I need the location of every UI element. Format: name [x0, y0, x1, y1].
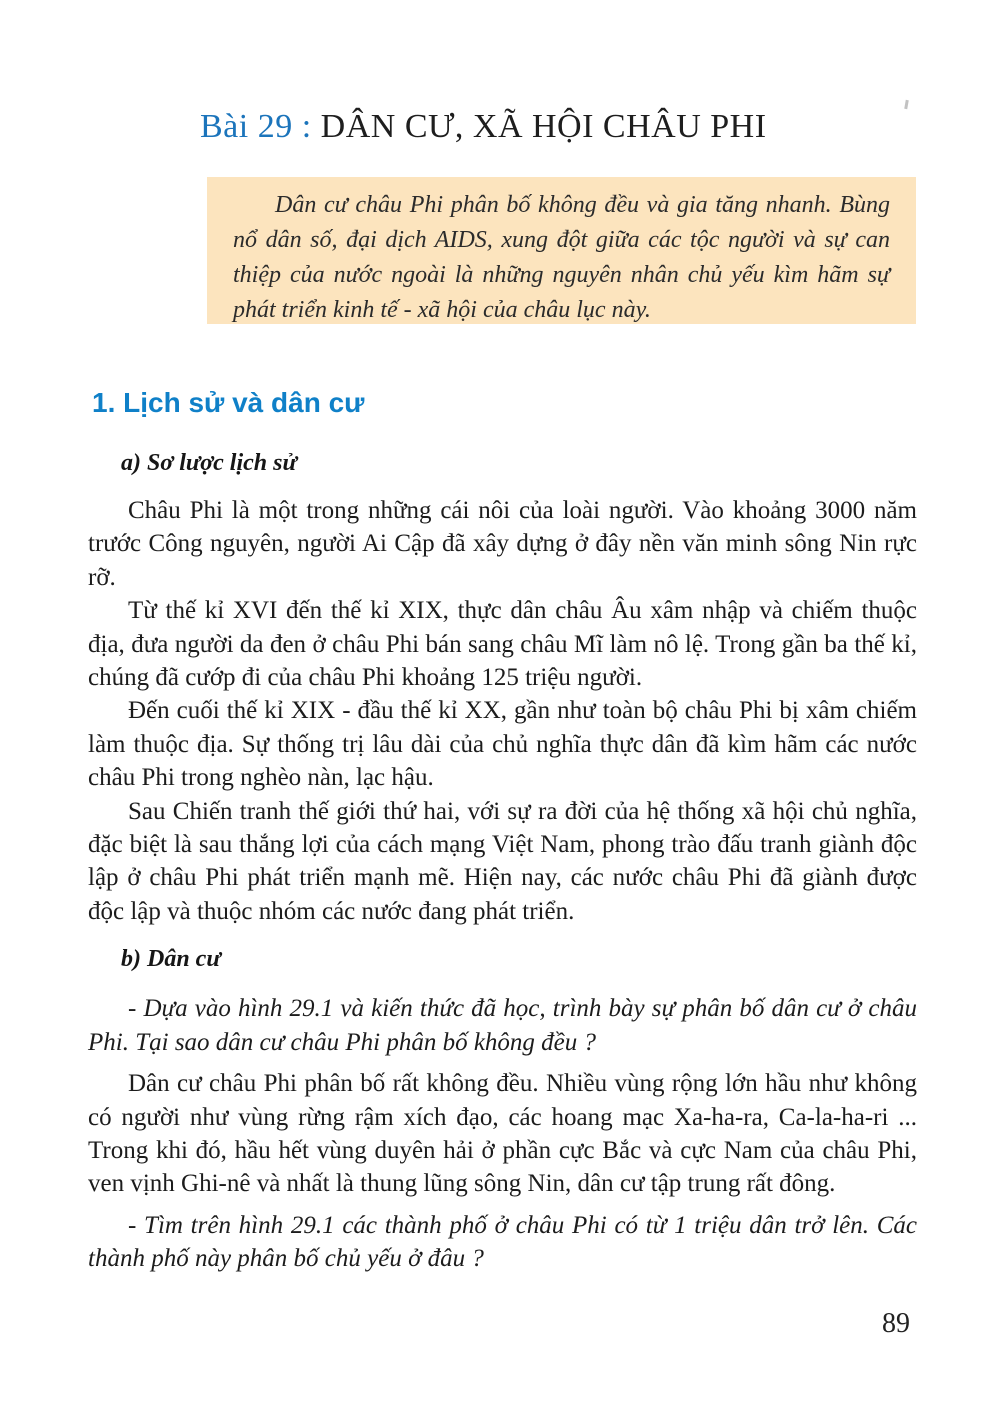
intro-summary-text: Dân cư châu Phi phân bố không đều và gia tăng nhanh. Bùng nổ dân số, đại dịch AIDS, xung đột giữa các tộc người và sự can thiệp của nước ngoài là những nguyên nhân chủ yếu kìm hãm sự phát triển kinh tế - xã hội của châu lục này. [233, 192, 890, 323]
intro-summary-box [207, 177, 916, 324]
history-paragraph-1: Châu Phi là một trong những cái nôi của loài người. Vào khoảng 3000 năm trước Công nguyên, người Ai Cập đã xây dựng ở đây nền văn minh sông Nin rực rỡ. [88, 497, 917, 591]
subsection-b-heading: b) Dân cư [121, 946, 221, 973]
population-paragraph: Dân cư châu Phi phân bố rất không đều. Nhiều vùng rộng lớn hầu như không có người như vùng rừng rậm xích đạo, các hoang mạc Xa-ha-ra, Ca-la-ha-ri ... Trong khi đó, hầu hết vùng duyên hải ở phần cực Bắc và cực Nam của châu Phi, ven vịnh Ghi-nê và nhất là thung lũng sông Nin, dân cư tập trung rất đông. [88, 1070, 917, 1198]
scan-artifact-mark [904, 100, 909, 109]
section-1-heading: 1. Lịch sử và dân cư [92, 387, 365, 418]
body-text-column [88, 494, 917, 1284]
subsection-a-heading: a) Sơ lược lịch sử [121, 450, 297, 476]
lesson-title [200, 108, 767, 146]
lesson-number-label: Bài 29 : [200, 108, 312, 145]
activity-question-2: - Tìm trên hình 29.1 các thành phố ở châu Phi có từ 1 triệu dân trở lên. Các thành phố này phân bố chủ yếu ở đâu ? [88, 1211, 917, 1273]
history-paragraph-2: Từ thế kỉ XVI đến thế kỉ XIX, thực dân châu Âu xâm nhập và chiếm thuộc địa, đưa người da đen ở châu Phi bán sang châu Mĩ làm nô lệ. Trong gần ba thế kỉ, chúng đã cướp đi của châu Phi khoảng 125 triệu người. [88, 597, 917, 692]
lesson-name-text: DÂN CƯ, XÃ HỘI CHÂU PHI [320, 108, 767, 145]
page-number: 89 [882, 1308, 910, 1339]
activity-question-1: - Dựa vào hình 29.1 và kiến thức đã học, trình bày sự phân bố dân cư ở châu Phi. Tại sao dân cư châu Phi phân bố không đều ? [88, 995, 917, 1056]
history-paragraph-4: Sau Chiến tranh thế giới thứ hai, với sự ra đời của hệ thống xã hội chủ nghĩa, đặc biệt là sau thắng lợi của cách mạng Việt Nam, phong trào đấu tranh giành độc lập ở châu Phi phát triển mạnh mẽ. Hiện nay, các nước châu Phi đã giành được độc lập và thuộc nhóm các nước đang phát triển. [88, 797, 917, 925]
history-paragraph-3: Đến cuối thế kỉ XIX - đầu thế kỉ XX, gần như toàn bộ châu Phi bị xâm chiếm làm thuộc địa. Sự thống trị lâu dài của chủ nghĩa thực dân đã kìm hãm các nước châu Phi trong nghèo nàn, lạc hậu. [88, 697, 917, 792]
